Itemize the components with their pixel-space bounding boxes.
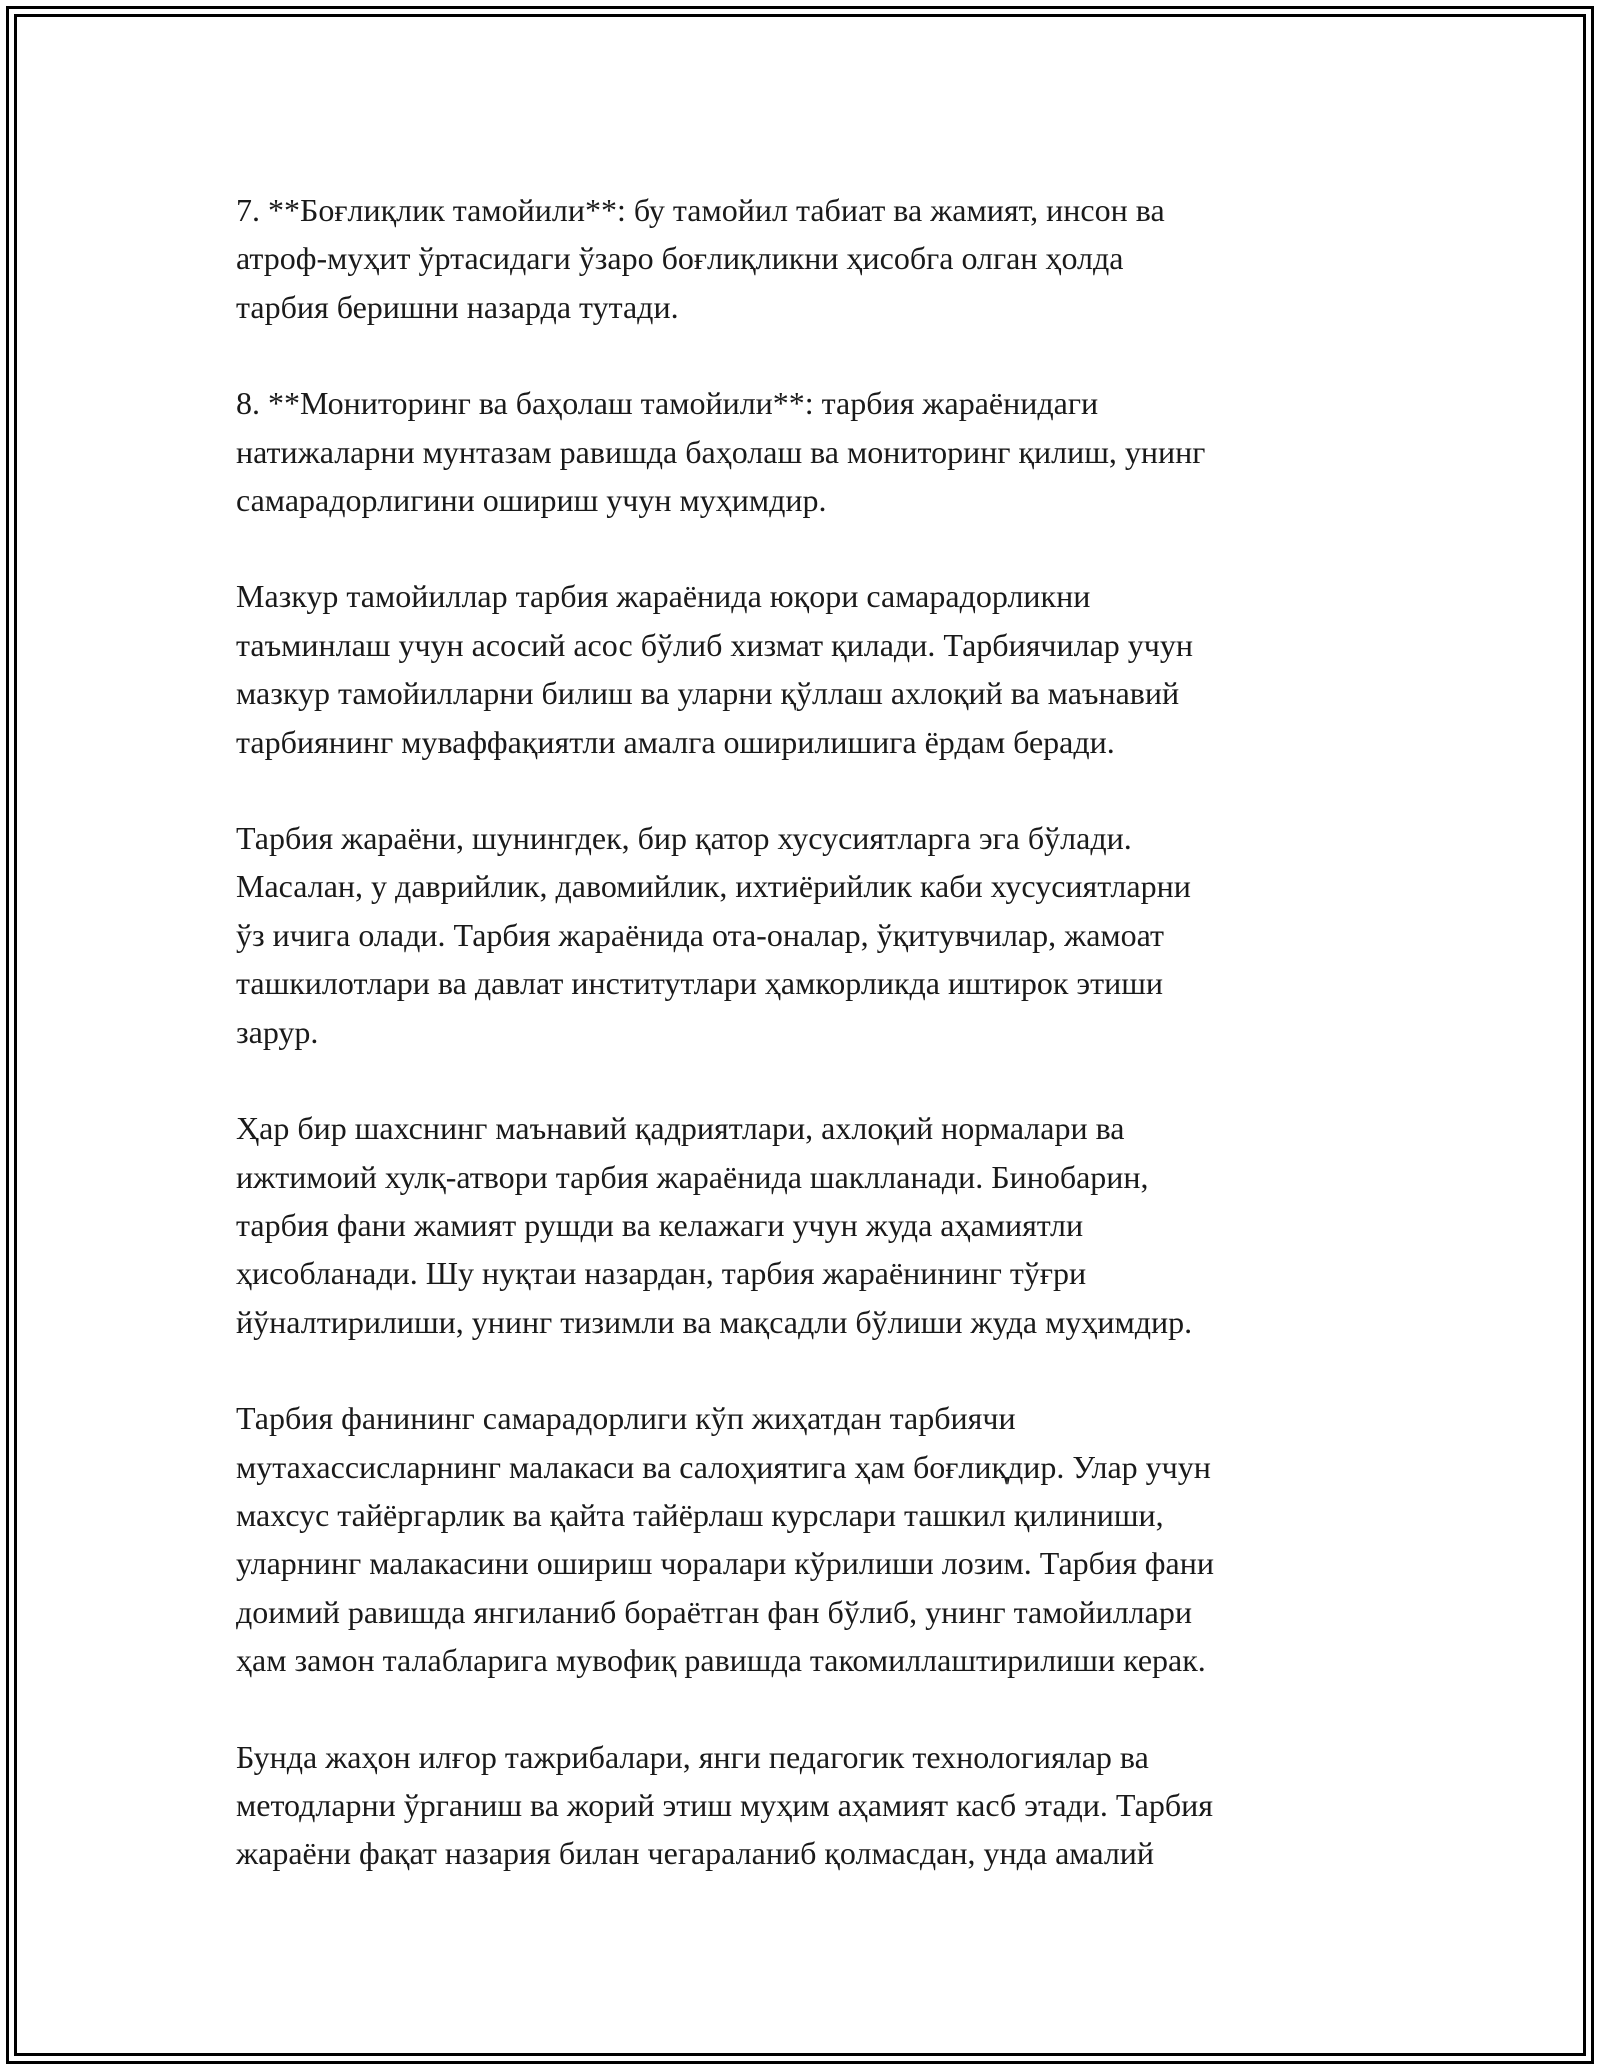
text-line: зарур. <box>236 1013 319 1050</box>
text-line: Тарбия жараёни, шунингдек, бир қатор хусусиятларга эга бўлади. <box>236 820 1132 857</box>
text-line: атроф-муҳит ўртасидаги ўзаро боғлиқликни ҳисобга олган ҳолда <box>236 240 1124 277</box>
text-line: ўз ичига олади. Тарбия жараёнида ота-оналар, ўқитувчилар, жамоат <box>236 916 1165 953</box>
text-line: уларнинг малакасини ошириш чоралари кўрилиши лозим. Тарбия фани <box>236 1545 1214 1582</box>
text-line: тарбия фани жамият рушди ва келажаги учун жуда аҳамиятли <box>236 1206 1084 1243</box>
document-body <box>236 186 1376 1926</box>
text-line: Масалан, у даврийлик, давомийлик, ихтиёрийлик каби хусусиятларни <box>236 868 1191 905</box>
text-line: Ҳар бир шахснинг маънавий қадриятлари, ахлоқий нормалари ва <box>236 1110 1125 1147</box>
text-line: натижаларни мунтазам равишда баҳолаш ва мониторинг қилиш, унинг <box>236 433 1206 470</box>
text-line: ҳам замон талабларига мувофиқ равишда такомиллаштирилиши керак. <box>236 1642 1206 1679</box>
text-line: ижтимоий хулқ-атвори тарбия жараёнида шаклланади. Бинобарин, <box>236 1158 1149 1195</box>
text-line: тарбия беришни назарда тутади. <box>236 288 679 325</box>
text-line: мазкур тамойилларни билиш ва уларни қўллаш ахлоқий ва маънавий <box>236 675 1180 712</box>
text-line: махсус тайёргарлик ва қайта тайёрлаш курслари ташкил қилиниши, <box>236 1496 1164 1533</box>
text-line: Бунда жаҳон илғор тажрибалари, янги педагогик технологиялар ва <box>236 1738 1149 1775</box>
paragraph <box>236 1394 1376 1684</box>
text-line: Тарбия фанининг самарадорлиги кўп жиҳатдан тарбиячи <box>236 1400 1016 1437</box>
paragraph <box>236 572 1376 766</box>
text-line: ҳисобланади. Шу нуқтаи назардан, тарбия жараёнининг тўғри <box>236 1255 1087 1292</box>
text-line: Мазкур тамойиллар тарбия жараёнида юқори самарадорликни <box>236 578 1091 615</box>
text-line: таъминлаш учун асосий асос бўлиб хизмат қилади. Тарбиячилар учун <box>236 626 1194 663</box>
text-line: доимий равишда янгиланиб бораётган фан бўлиб, унинг тамойиллари <box>236 1593 1192 1630</box>
paragraph <box>236 1104 1376 1346</box>
text-line: йўналтирилиши, унинг тизимли ва мақсадли бўлиши жуда муҳимдир. <box>236 1303 1193 1340</box>
text-line: жараёни фақат назария билан чегараланиб қолмасдан, унда амалий <box>236 1835 1155 1872</box>
paragraph <box>236 814 1376 1056</box>
text-line: тарбиянинг муваффақиятли амалга оширилишига ёрдам беради. <box>236 723 1115 760</box>
text-line: ташкилотлари ва давлат институтлари ҳамкорликда иштирок этиши <box>236 965 1164 1002</box>
text-line: самарадорлигини ошириш учун муҳимдир. <box>236 482 827 519</box>
text-line: методларни ўрганиш ва жорий этиш муҳим аҳамият касб этади. Тарбия <box>236 1786 1213 1823</box>
paragraph <box>236 186 1376 331</box>
text-line: мутахассисларнинг малакаси ва салоҳиятига ҳам боғлиқдир. Улар учун <box>236 1448 1211 1485</box>
text-line: 7. **Боғлиқлик тамойили**: бу тамойил табиат ва жамият, инсон ва <box>236 192 1165 228</box>
paragraph <box>236 1733 1376 1878</box>
paragraph <box>236 379 1376 524</box>
text-line: 8. **Мониторинг ва баҳолаш тамойили**: тарбия жараёнидаги <box>236 385 1099 422</box>
